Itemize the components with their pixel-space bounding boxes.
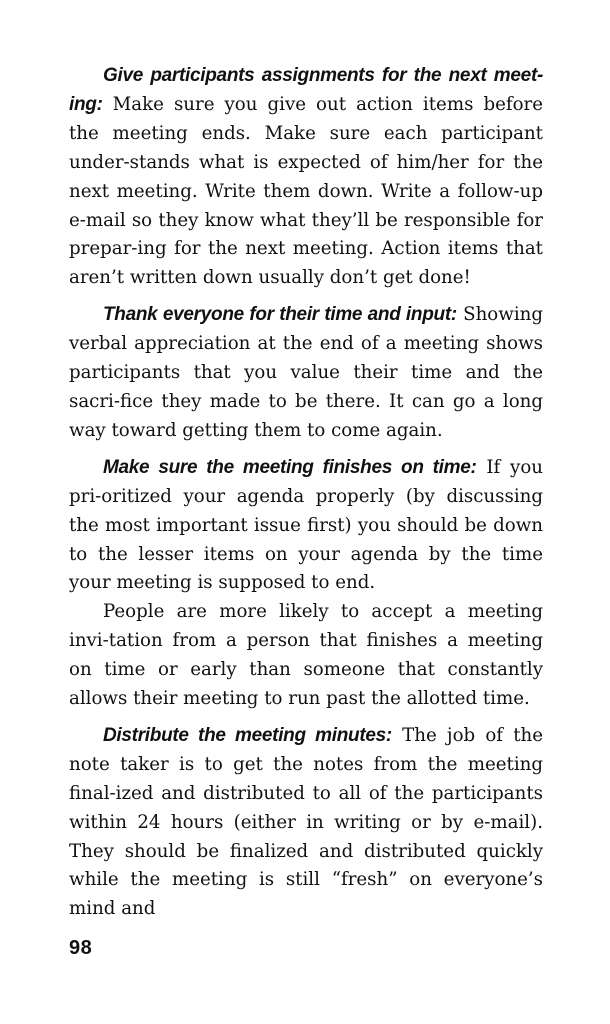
body-thank-everyone: Showing verbal appreciation at the end of a meeting shows participants that you value their time and the sacri-fice they made to be there. It can go a long way toward getting them to come again. [69,304,543,441]
heading-distribute-minutes: Distribute the meeting minutes: [103,724,392,746]
body-assignments: Make sure you give out action items before the meeting ends. Make sure each participant under-stands what is expected of him/her for the next meeting. Write them down. Write a follow-up e-mail so they know what they’ll be responsible for prepar-ing for the next meeting. Action items that aren’t written down usually don’t get done! [69,93,543,289]
paragraph-accept-invitation [69,598,543,714]
heading-finish-on-time: Make sure the meeting finishes on time: [103,456,477,478]
body-finish-on-time: If you pri-oritized your agenda properly (by discussing the most important issue first) you should be down to the lesser items on your agenda by the time your meeting is supposed to end. [69,456,543,594]
body-distribute-minutes: The job of the note taker is to get the notes from the meeting final-ized and distributed to all of the participants within 24 hours (either in writing or by e-mail). They should be finalized and distributed quickly while the meeting is still “fresh” on everyone’s mind and [69,724,544,920]
paragraph-thank-everyone [69,301,543,446]
paragraph-assignments [69,62,543,293]
page-number: 98 [69,937,93,959]
heading-thank-everyone: Thank everyone for their time and input: [103,304,457,326]
page-body [69,62,543,924]
paragraph-finish-on-time [69,454,543,599]
body-accept-invitation: People are more likely to accept a meeting invi-tation from a person that finishes a meeting on time or early than someone that constantly allows their meeting to run past the allotted time. [69,601,543,710]
heading-assignments: Give participants assignments for the next meet-ing: [69,65,543,115]
paragraph-distribute-minutes [69,722,543,924]
